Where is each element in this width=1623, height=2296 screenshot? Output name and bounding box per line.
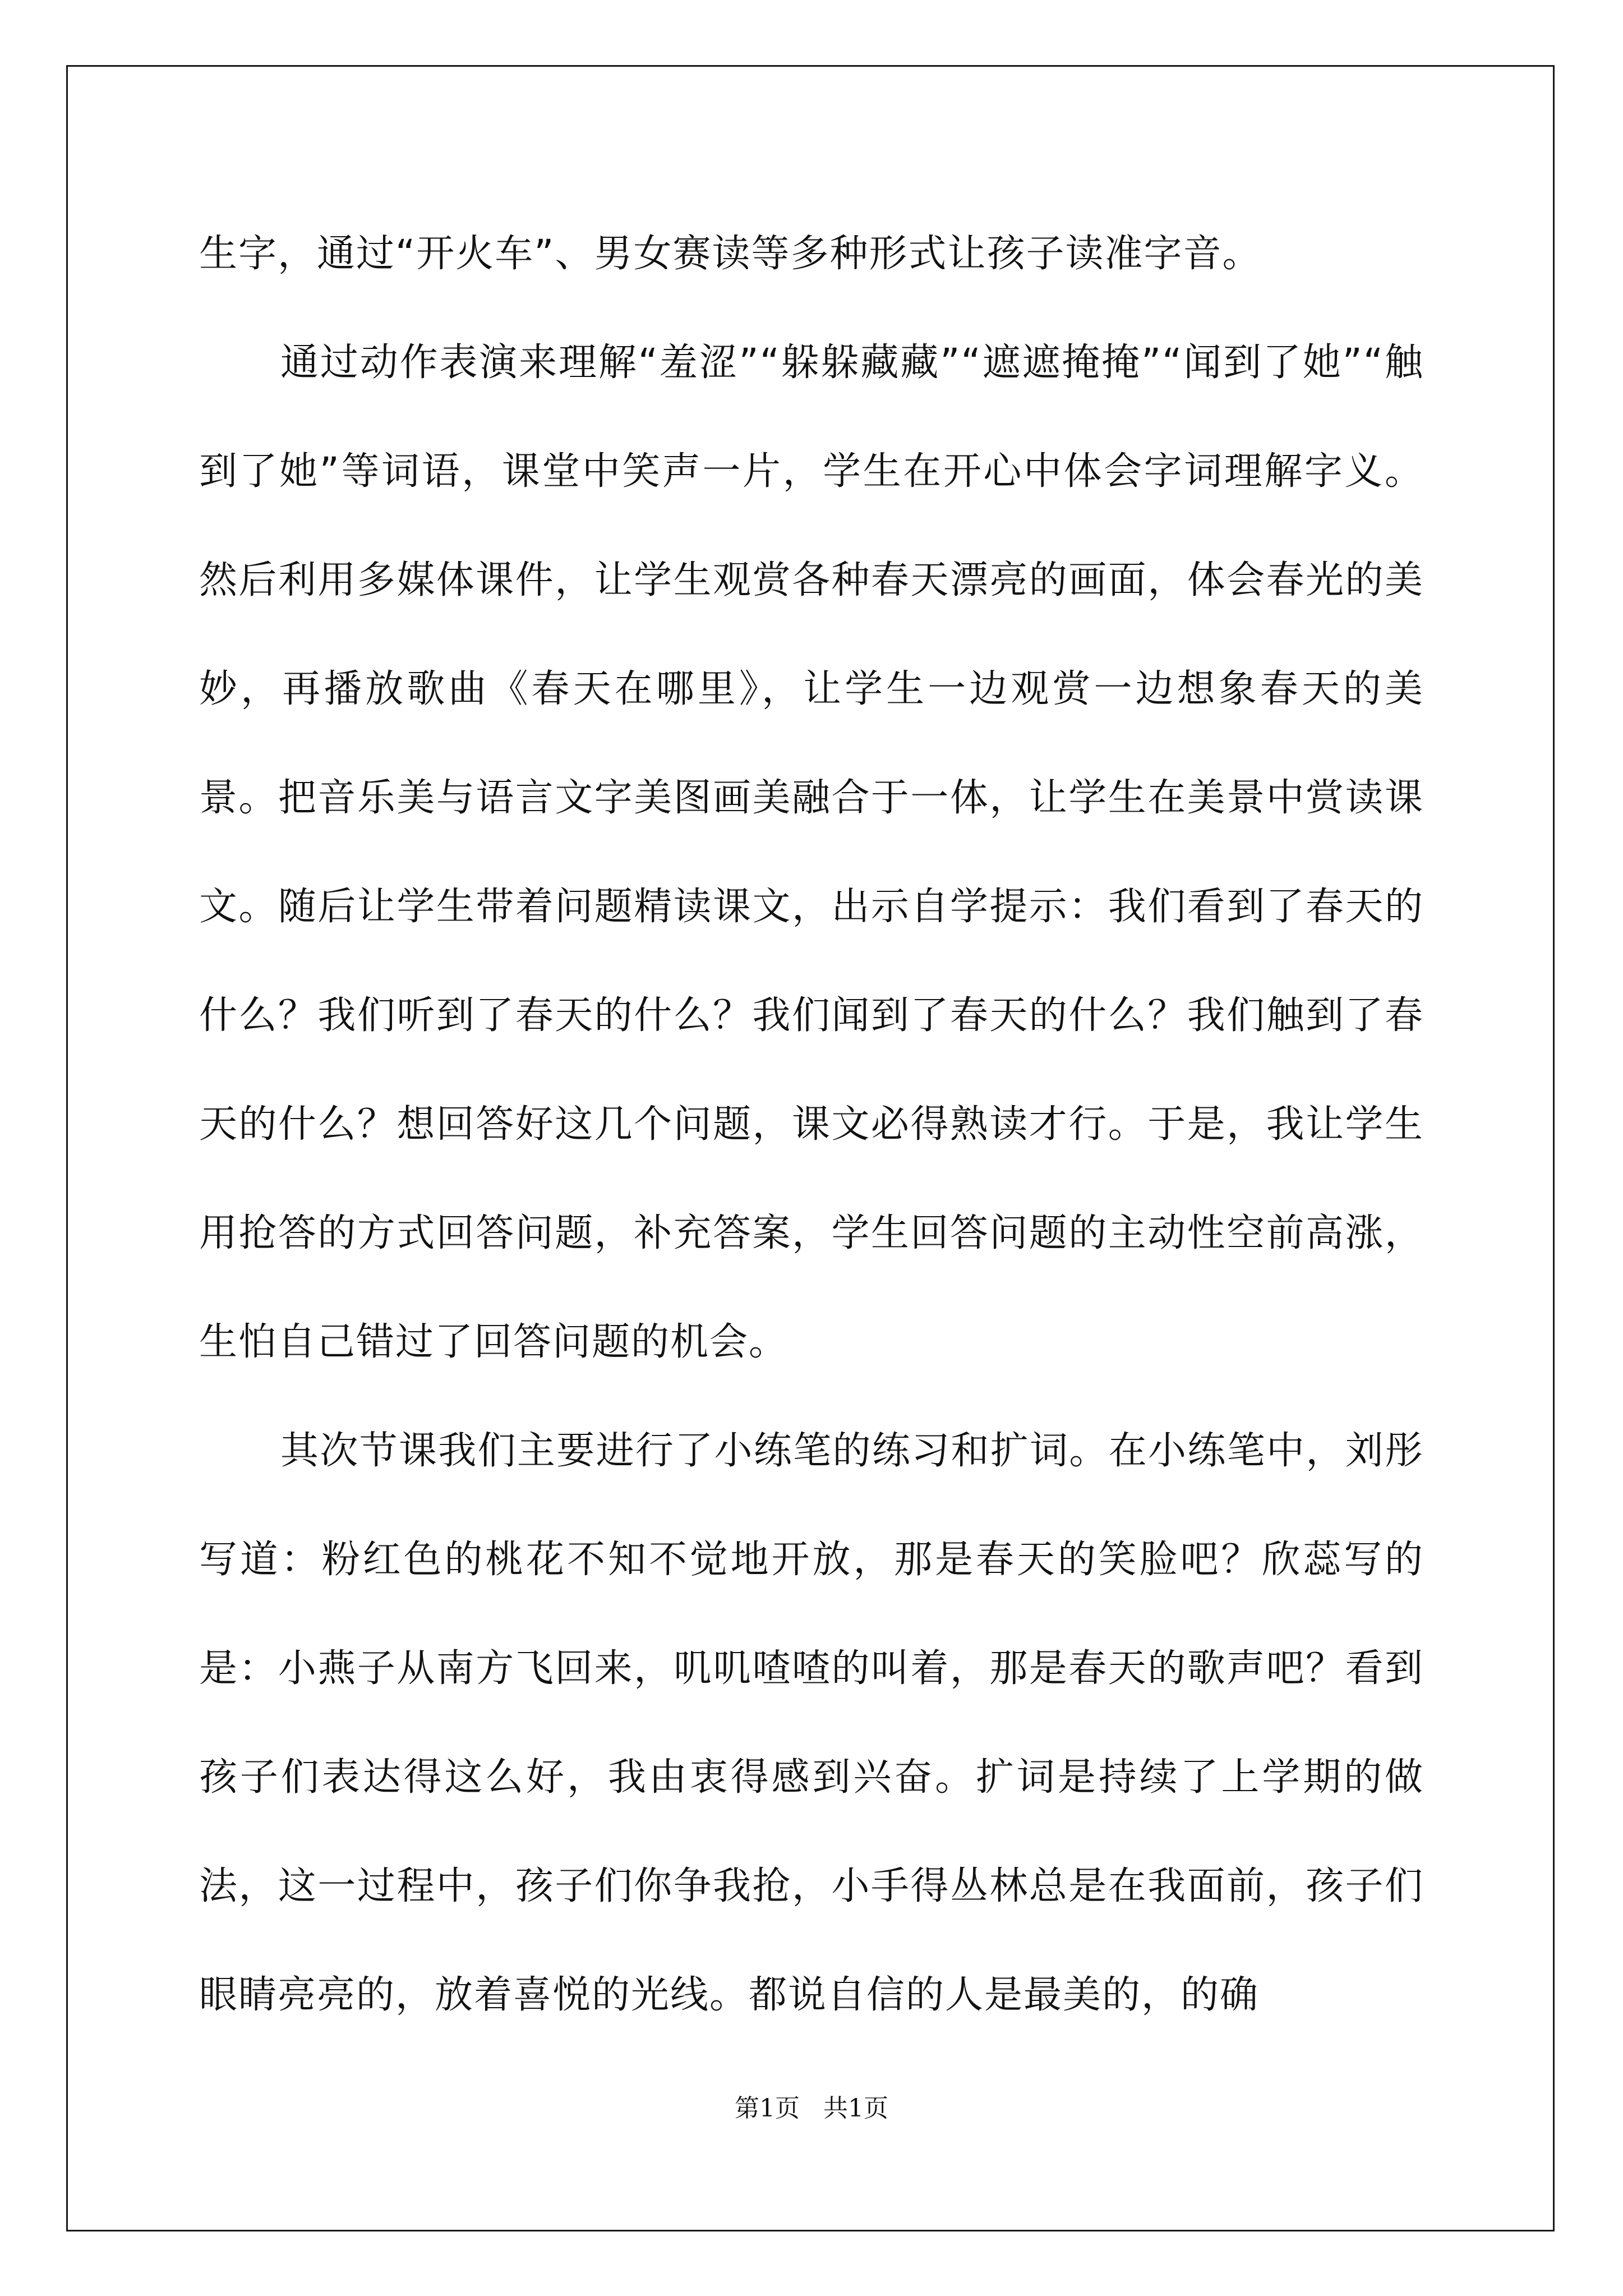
paragraph-1: 生字，通过“开火车”、男女赛读等多种形式让孩子读准字音。 bbox=[199, 232, 1262, 276]
paragraph-3: 其次节课我们主要进行了小练笔的练习和扩词。在小练笔中，刘彤写道：粉红色的桃花不知不觉地开放，那是春天的笑脸吧？欣蕊写的是：小燕子从南方飞回来，叽叽喳喳的叫着，那是春天的歌声吧？看到孩子们表达得这么好，我由衷得感到兴奋。扩词是持续了上学期的做法，这一过程中，孩子们你争我抢，小手得丛林总是在我面前，孩子们眼睛亮亮的，放着喜悦的光线。都说自信的人是最美的，的确 bbox=[199, 1429, 1424, 2017]
page-footer bbox=[0, 2092, 1623, 2125]
paragraph-2: 通过动作表演来理解“羞涩”“躲躲藏藏”“遮遮掩掩”“闻到了她”“触到了她”等词语，课堂中笑声一片，学生在开心中体会字词理解字义。然后利用多媒体课件，让学生观赏各种春天漂亮的画面，体会春光的美妙，再播放歌曲《春天在哪里》，让学生一边观赏一边想象春天的美景。把音乐美与语言文字美图画美融合于一体，让学生在美景中赏读课文。随后让学生带着问题精读课文，出示自学提示：我们看到了春天的什么？我们听到了春天的什么？我们闻到了春天的什么？我们触到了春天的什么？想回答好这几个问题，课文必得熟读才行。于是，我让学生用抢答的方式回答问题，补充答案，学生回答问题的主动性空前高涨，生怕自己错过了回答问题的机会。 bbox=[199, 341, 1424, 1364]
document-body bbox=[199, 200, 1424, 2050]
page-total: 共1页 bbox=[823, 2094, 888, 2123]
page-number: 第1页 bbox=[735, 2094, 800, 2123]
